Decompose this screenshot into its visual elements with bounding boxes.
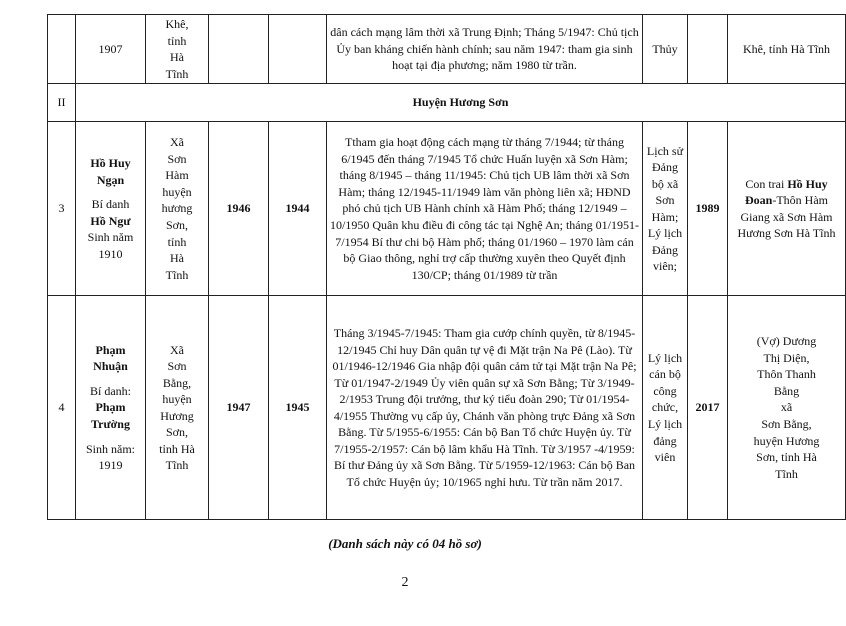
stt-cell: 3 [48, 122, 76, 296]
table-row [48, 122, 846, 296]
page-number: 2 [401, 575, 409, 590]
origin-cell: Xã Sơn Hàm huyện hương Sơn, tỉnh Hà Tĩnh [146, 122, 209, 296]
record-count-note: (Danh sách này có 04 hồ sơ) [328, 536, 482, 551]
birth-info: Sinh năm 1910 [87, 230, 134, 261]
section-numeral: II [48, 84, 76, 122]
year-party-cell [269, 15, 327, 84]
relative-cell [728, 122, 846, 296]
year-party-cell: 1945 [269, 296, 327, 520]
source-cell: Lý lịch cán bộ công chức, Lý lịch đảng viên [643, 296, 688, 520]
alias-label: Bí danh [91, 197, 130, 212]
alias-label: Bí danh: [90, 383, 131, 398]
relative-suffix: -Thôn Hàm Giang xã Sơn Hàm Hương Sơn Hà Tĩnh [737, 193, 836, 241]
history-cell: Ttham gia hoạt động cách mạng từ tháng 7/1944; từ tháng 6/1945 đến tháng 7/1945 Tổ chức Huấn luyện xã Sơn Hàm; tháng 8/1945 – tháng 11/1945: Chủ tịch UB lâm thời xã Sơn Hàm; tháng 12/1945-11/1949 làm văn phòng liên xã; HĐND phó chủ tịch UB Hành chính xã Hàm Phố; tháng 12/1949 – 10/1950 Quân khu điều đi công tác tại Nghệ An; tháng 01/1951-7/1954 Bí thư chi bộ Hàm phố; tháng 01/1960 – 1970 làm cán bộ Giao thông, nghỉ trợ cấp thường xuyên theo Quyết định 130/CP; tháng 01/1989 từ trần [327, 122, 643, 296]
death-year-cell: 2017 [688, 296, 728, 520]
relative-cell: Khê, tỉnh Hà Tĩnh [728, 15, 846, 84]
stt-cell: 4 [48, 296, 76, 520]
year-joined-cell: 1946 [209, 122, 269, 296]
alias-name: Phạm Trường [91, 400, 130, 431]
relative-prefix: Con trai [745, 176, 788, 191]
birth-year: 1919 [98, 458, 123, 473]
origin-cell: Xã Sơn Bằng, huyện Hương Sơn, tỉnh Hà Tĩnh [146, 296, 209, 520]
person-cell [76, 296, 146, 520]
section-row [48, 84, 846, 122]
year-joined-cell [209, 15, 269, 84]
birth-label: Sinh năm: [85, 441, 135, 456]
table-row [48, 296, 846, 520]
person-cell [76, 122, 146, 296]
relative-name: Hồ Huy Đoan [745, 176, 828, 208]
source-cell: Thủy [643, 15, 688, 84]
person-name: Phạm Nhuận [93, 342, 128, 374]
year-party-cell: 1944 [269, 122, 327, 296]
history-cell: Tháng 3/1945-7/1945: Tham gia cướp chính quyền, từ 8/1945-12/1945 Chỉ huy Dân quân tự vệ đi Mặt trận Na Pê (Lào). Từ 01/1946-12/1946 Gia nhập đội quân cảm tử tại Mặt trận Na Pê; Từ 01/1947-2/1949 Ủy viên quân sự xã Sơn Bằng; Từ 3/1949-2/1953 Trung đội trưởng, thư ký tiểu đoàn 290; Từ 01/1954-4/1955 Thường vụ cấp ủy, Chánh văn phòng trực Đảng xã Sơn Bằng. Từ 5/1955-6/1955: Cán bộ Ban Tổ chức Huyện ủy. Từ 7/1955-2/1957: Cán bộ lâm khẩu Hà Tĩnh. Từ 3/1957 -4/1959: Bí thư Đảng ủy xã Sơn Bằng. Từ 5/1959-12/1963: Cán bộ Ban Tổ chức Huyện ủy; 10/1965 nghỉ hưu. Từ trần năm 2017. [327, 296, 643, 520]
relative-cell: (Vợ) Dương Thị Diện, Thôn Thanh Bằng xã Sơn Bằng, huyện Hương Sơn, tỉnh Hà Tĩnh [728, 296, 846, 520]
person-name: Hồ Huy Ngạn [90, 156, 131, 187]
history-cell: dân cách mạng lâm thời xã Trung Định; Tháng 5/1947: Chủ tịch Ủy ban kháng chiến hành chính; sau năm 1947: tham gia sinh hoạt tại địa phương; năm 1980 từ trần. [327, 15, 643, 84]
origin-cell: Khê, tỉnh Hà Tĩnh [146, 15, 209, 84]
section-title: Huyện Hương Sơn [76, 84, 846, 122]
records-table [47, 14, 846, 520]
alias-name: Hồ Ngư [90, 213, 131, 228]
table-row [48, 15, 846, 84]
year-joined-cell: 1947 [209, 296, 269, 520]
stt-cell [48, 15, 76, 84]
birth-year-cell: 1907 [76, 15, 146, 84]
death-year-cell: 1989 [688, 122, 728, 296]
source-cell: Lịch sử Đảng bộ xã Sơn Hàm; Lý lịch Đảng viên; [643, 122, 688, 296]
death-year-cell [688, 15, 728, 84]
